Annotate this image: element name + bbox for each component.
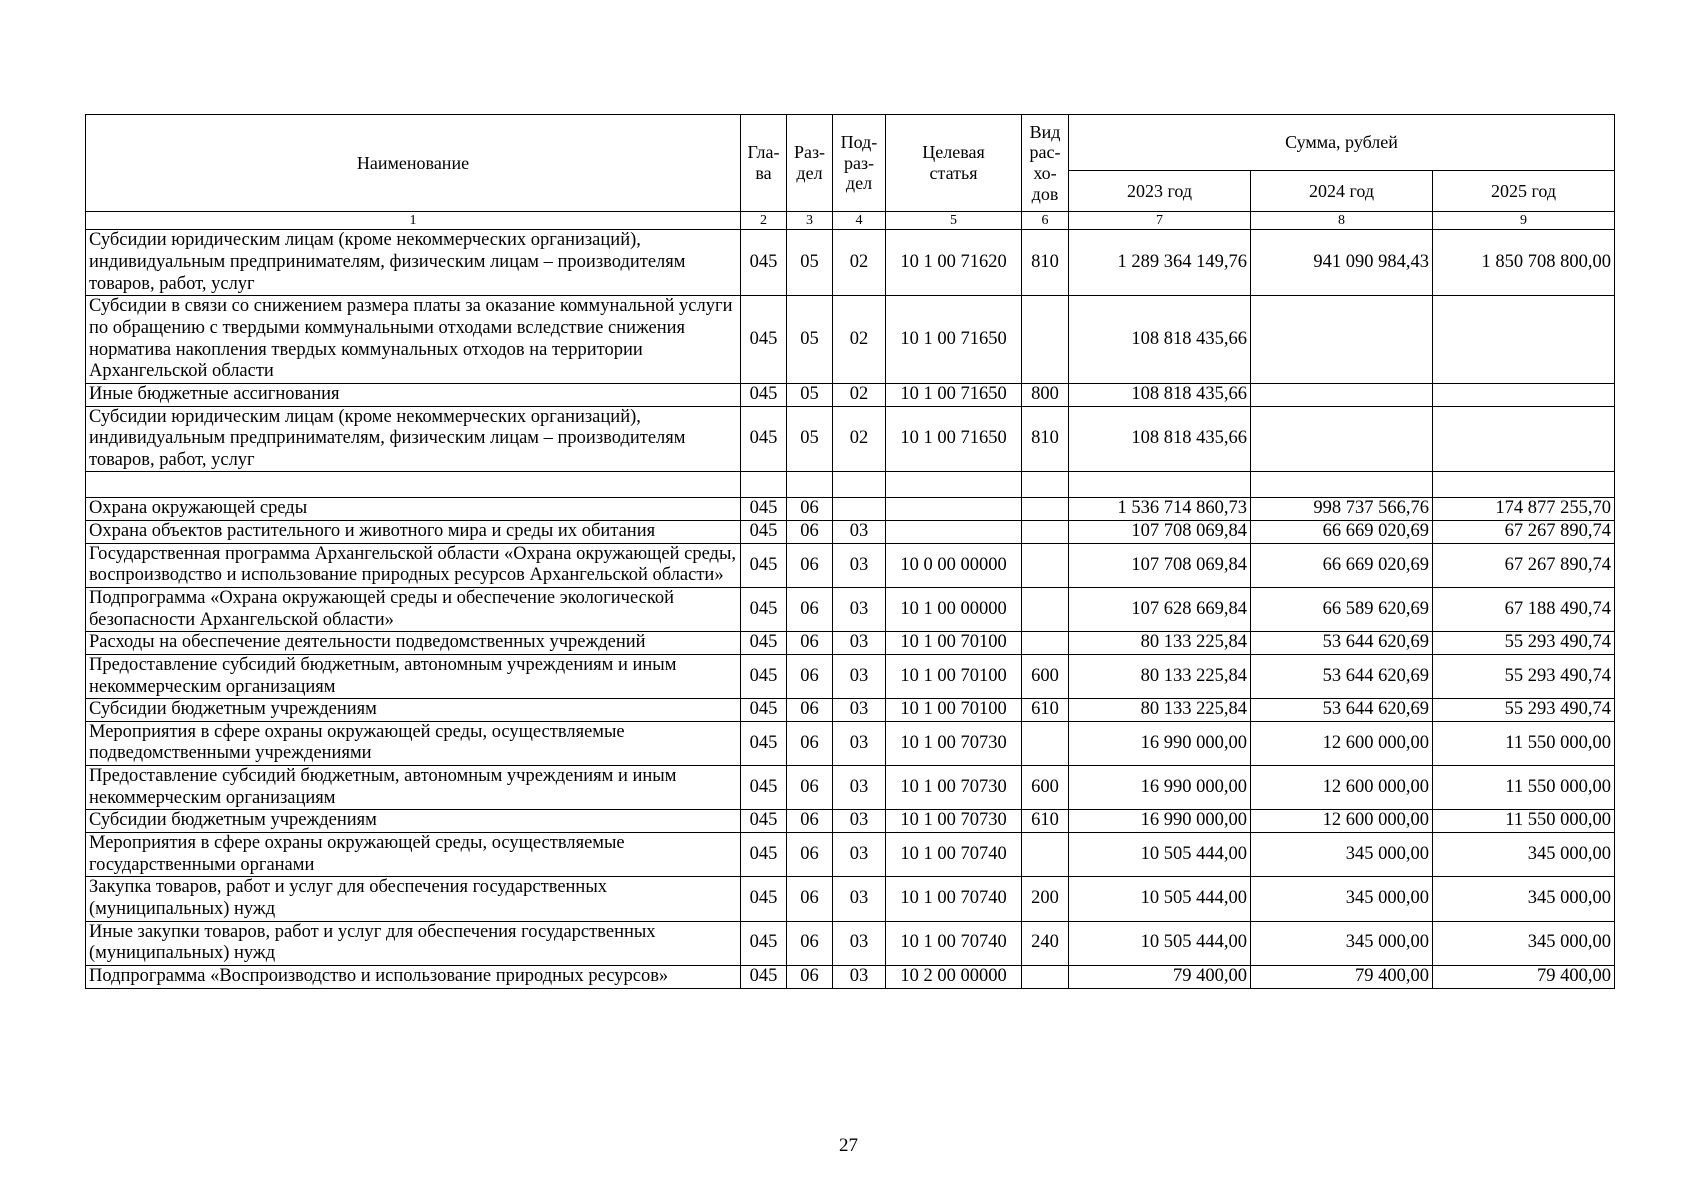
cell-podrazdel: 03 <box>833 833 886 877</box>
cell-article: 10 2 00 00000 <box>886 965 1022 988</box>
column-number-row <box>86 212 1615 230</box>
cell-sum-2025 <box>1433 472 1615 498</box>
cell-glava: 045 <box>741 296 787 384</box>
table-row <box>86 877 1615 921</box>
cell-vid <box>1022 543 1069 587</box>
cell-vid: 240 <box>1022 921 1069 965</box>
cell-razdel: 06 <box>787 721 833 765</box>
column-number: 4 <box>833 212 886 230</box>
column-number: 8 <box>1251 212 1433 230</box>
cell-glava: 045 <box>741 632 787 655</box>
cell-sum-2025: 11 550 000,00 <box>1433 721 1615 765</box>
cell-razdel: 06 <box>787 632 833 655</box>
cell-podrazdel: 03 <box>833 632 886 655</box>
page-number: 27 <box>839 1135 858 1156</box>
cell-sum-2025: 345 000,00 <box>1433 921 1615 965</box>
cell-sum-2023: 16 990 000,00 <box>1069 810 1251 833</box>
cell-podrazdel: 03 <box>833 810 886 833</box>
cell-sum-2023: 80 133 225,84 <box>1069 654 1251 698</box>
cell-sum-2024: 79 400,00 <box>1251 965 1433 988</box>
header-year-2025: 2025 год <box>1433 171 1615 212</box>
cell-razdel <box>787 472 833 498</box>
cell-sum-2025: 174 877 255,70 <box>1433 498 1615 521</box>
cell-article <box>886 521 1022 544</box>
cell-razdel: 06 <box>787 498 833 521</box>
cell-sum-2024: 998 737 566,76 <box>1251 498 1433 521</box>
cell-sum-2025: 55 293 490,74 <box>1433 654 1615 698</box>
header-vid: Вид рас- хо- дов <box>1022 115 1069 212</box>
cell-sum-2024: 66 669 020,69 <box>1251 543 1433 587</box>
cell-podrazdel: 03 <box>833 588 886 632</box>
cell-sum-2024: 12 600 000,00 <box>1251 766 1433 810</box>
cell-article: 10 1 00 70740 <box>886 833 1022 877</box>
cell-sum-2024: 941 090 984,43 <box>1251 230 1433 296</box>
cell-vid: 200 <box>1022 877 1069 921</box>
cell-article: 10 1 00 71620 <box>886 230 1022 296</box>
cell-name: Мероприятия в сфере охраны окружающей среды, осуществляемые подведомственными учреждениями <box>86 721 741 765</box>
cell-razdel: 05 <box>787 383 833 406</box>
cell-sum-2025: 11 550 000,00 <box>1433 810 1615 833</box>
cell-podrazdel: 02 <box>833 230 886 296</box>
cell-glava: 045 <box>741 965 787 988</box>
cell-sum-2023: 16 990 000,00 <box>1069 721 1251 765</box>
cell-sum-2023 <box>1069 472 1251 498</box>
cell-sum-2024: 345 000,00 <box>1251 921 1433 965</box>
cell-glava: 045 <box>741 406 787 472</box>
header-razdel: Раз- дел <box>787 115 833 212</box>
cell-razdel: 05 <box>787 230 833 296</box>
cell-article: 10 1 00 71650 <box>886 383 1022 406</box>
cell-sum-2023: 108 818 435,66 <box>1069 406 1251 472</box>
cell-sum-2023: 16 990 000,00 <box>1069 766 1251 810</box>
cell-sum-2023: 80 133 225,84 <box>1069 699 1251 722</box>
cell-sum-2025: 1 850 708 800,00 <box>1433 230 1615 296</box>
cell-article: 10 1 00 71650 <box>886 406 1022 472</box>
cell-sum-2023: 108 818 435,66 <box>1069 296 1251 384</box>
cell-vid: 610 <box>1022 810 1069 833</box>
cell-vid <box>1022 588 1069 632</box>
cell-sum-2025: 345 000,00 <box>1433 833 1615 877</box>
cell-podrazdel: 03 <box>833 699 886 722</box>
cell-article: 10 1 00 71650 <box>886 296 1022 384</box>
cell-sum-2023: 79 400,00 <box>1069 965 1251 988</box>
cell-article: 10 0 00 00000 <box>886 543 1022 587</box>
cell-podrazdel: 03 <box>833 654 886 698</box>
cell-glava: 045 <box>741 654 787 698</box>
column-number: 6 <box>1022 212 1069 230</box>
cell-article: 10 1 00 70730 <box>886 766 1022 810</box>
table-row <box>86 521 1615 544</box>
cell-vid: 800 <box>1022 383 1069 406</box>
cell-sum-2025: 67 267 890,74 <box>1433 543 1615 587</box>
table-row <box>86 632 1615 655</box>
table-row <box>86 833 1615 877</box>
table-row <box>86 406 1615 472</box>
cell-vid <box>1022 296 1069 384</box>
cell-vid <box>1022 472 1069 498</box>
cell-article <box>886 498 1022 521</box>
cell-name: Предоставление субсидий бюджетным, автономным учреждениям и иным некоммерческим организациям <box>86 766 741 810</box>
cell-name: Мероприятия в сфере охраны окружающей среды, осуществляемые государственными органами <box>86 833 741 877</box>
cell-sum-2025 <box>1433 296 1615 384</box>
column-number: 7 <box>1069 212 1251 230</box>
cell-article: 10 1 00 70100 <box>886 632 1022 655</box>
table-row <box>86 296 1615 384</box>
table-row <box>86 383 1615 406</box>
cell-sum-2024 <box>1251 472 1433 498</box>
cell-sum-2024: 66 669 020,69 <box>1251 521 1433 544</box>
cell-glava: 045 <box>741 699 787 722</box>
cell-vid <box>1022 498 1069 521</box>
table-row <box>86 588 1615 632</box>
cell-podrazdel <box>833 498 886 521</box>
cell-vid: 810 <box>1022 406 1069 472</box>
cell-article: 10 1 00 70100 <box>886 654 1022 698</box>
table-row <box>86 498 1615 521</box>
cell-razdel: 06 <box>787 833 833 877</box>
header-article: Целевая статья <box>886 115 1022 212</box>
cell-sum-2023: 1 289 364 149,76 <box>1069 230 1251 296</box>
table-row <box>86 965 1615 988</box>
cell-glava: 045 <box>741 877 787 921</box>
cell-sum-2024 <box>1251 296 1433 384</box>
cell-sum-2024: 12 600 000,00 <box>1251 810 1433 833</box>
cell-razdel: 06 <box>787 877 833 921</box>
cell-glava: 045 <box>741 383 787 406</box>
cell-name: Охрана объектов растительного и животного мира и среды их обитания <box>86 521 741 544</box>
cell-razdel: 06 <box>787 810 833 833</box>
cell-razdel: 06 <box>787 654 833 698</box>
cell-podrazdel: 02 <box>833 383 886 406</box>
cell-name: Закупка товаров, работ и услуг для обеспечения государственных (муниципальных) нужд <box>86 877 741 921</box>
cell-sum-2025: 67 267 890,74 <box>1433 521 1615 544</box>
cell-sum-2024: 12 600 000,00 <box>1251 721 1433 765</box>
cell-sum-2023: 1 536 714 860,73 <box>1069 498 1251 521</box>
cell-name: Иные бюджетные ассигнования <box>86 383 741 406</box>
cell-glava: 045 <box>741 521 787 544</box>
table-row <box>86 810 1615 833</box>
cell-podrazdel <box>833 472 886 498</box>
cell-podrazdel: 03 <box>833 766 886 810</box>
cell-sum-2024: 345 000,00 <box>1251 877 1433 921</box>
cell-sum-2025 <box>1433 406 1615 472</box>
cell-sum-2023: 108 818 435,66 <box>1069 383 1251 406</box>
cell-sum-2023: 10 505 444,00 <box>1069 833 1251 877</box>
cell-vid: 610 <box>1022 699 1069 722</box>
cell-razdel: 06 <box>787 521 833 544</box>
cell-glava: 045 <box>741 230 787 296</box>
cell-name: Подпрограмма «Воспроизводство и использование природных ресурсов» <box>86 965 741 988</box>
cell-sum-2025: 79 400,00 <box>1433 965 1615 988</box>
cell-sum-2024: 53 644 620,69 <box>1251 632 1433 655</box>
cell-name: Государственная программа Архангельской области «Охрана окружающей среды, воспроизводство и использование природных ресурсов Архангельской области» <box>86 543 741 587</box>
cell-article: 10 1 00 70740 <box>886 877 1022 921</box>
header-podrazdel: Под- раз- дел <box>833 115 886 212</box>
cell-razdel: 06 <box>787 965 833 988</box>
cell-sum-2025: 55 293 490,74 <box>1433 632 1615 655</box>
cell-article: 10 1 00 70740 <box>886 921 1022 965</box>
cell-sum-2025: 55 293 490,74 <box>1433 699 1615 722</box>
cell-razdel: 05 <box>787 406 833 472</box>
table-row <box>86 766 1615 810</box>
cell-name: Предоставление субсидий бюджетным, автономным учреждениям и иным некоммерческим организациям <box>86 654 741 698</box>
cell-name: Подпрограмма «Охрана окружающей среды и обеспечение экологической безопасности Архангельской области» <box>86 588 741 632</box>
cell-sum-2024: 345 000,00 <box>1251 833 1433 877</box>
cell-glava: 045 <box>741 498 787 521</box>
cell-name: Субсидии юридическим лицам (кроме некоммерческих организаций), индивидуальным предпринимателям, физическим лицам – производителям товаров, работ, услуг <box>86 406 741 472</box>
cell-glava <box>741 472 787 498</box>
cell-sum-2024 <box>1251 406 1433 472</box>
cell-vid <box>1022 965 1069 988</box>
cell-vid <box>1022 521 1069 544</box>
cell-glava: 045 <box>741 543 787 587</box>
cell-razdel: 06 <box>787 921 833 965</box>
cell-glava: 045 <box>741 833 787 877</box>
cell-article: 10 1 00 70730 <box>886 810 1022 833</box>
cell-name: Иные закупки товаров, работ и услуг для обеспечения государственных (муниципальных) нужд <box>86 921 741 965</box>
header-year-2023: 2023 год <box>1069 171 1251 212</box>
cell-razdel: 06 <box>787 699 833 722</box>
cell-sum-2024: 53 644 620,69 <box>1251 699 1433 722</box>
header-year-2024: 2024 год <box>1251 171 1433 212</box>
cell-glava: 045 <box>741 588 787 632</box>
cell-sum-2025 <box>1433 383 1615 406</box>
cell-glava: 045 <box>741 810 787 833</box>
cell-sum-2025: 11 550 000,00 <box>1433 766 1615 810</box>
table-row <box>86 654 1615 698</box>
cell-podrazdel: 03 <box>833 543 886 587</box>
cell-sum-2023: 80 133 225,84 <box>1069 632 1251 655</box>
table-row <box>86 921 1615 965</box>
cell-podrazdel: 03 <box>833 877 886 921</box>
cell-sum-2023: 10 505 444,00 <box>1069 921 1251 965</box>
cell-sum-2024: 66 589 620,69 <box>1251 588 1433 632</box>
cell-podrazdel: 02 <box>833 296 886 384</box>
cell-glava: 045 <box>741 721 787 765</box>
table-row <box>86 699 1615 722</box>
cell-razdel: 06 <box>787 543 833 587</box>
cell-podrazdel: 03 <box>833 521 886 544</box>
header-name: Наименование <box>86 115 741 212</box>
header-sum: Сумма, рублей <box>1069 115 1615 171</box>
cell-vid: 600 <box>1022 654 1069 698</box>
column-number: 1 <box>86 212 741 230</box>
table-row <box>86 721 1615 765</box>
cell-glava: 045 <box>741 921 787 965</box>
cell-vid <box>1022 833 1069 877</box>
cell-sum-2023: 107 628 669,84 <box>1069 588 1251 632</box>
cell-sum-2024: 53 644 620,69 <box>1251 654 1433 698</box>
column-number: 3 <box>787 212 833 230</box>
cell-vid: 600 <box>1022 766 1069 810</box>
table-row <box>86 230 1615 296</box>
cell-sum-2024 <box>1251 383 1433 406</box>
cell-podrazdel: 03 <box>833 965 886 988</box>
cell-podrazdel: 03 <box>833 721 886 765</box>
cell-vid <box>1022 632 1069 655</box>
column-number: 5 <box>886 212 1022 230</box>
cell-article: 10 1 00 00000 <box>886 588 1022 632</box>
cell-name: Субсидии юридическим лицам (кроме некоммерческих организаций), индивидуальным предпринимателям, физическим лицам – производителям товаров, работ, услуг <box>86 230 741 296</box>
column-number: 9 <box>1433 212 1615 230</box>
cell-razdel: 06 <box>787 766 833 810</box>
cell-name: Расходы на обеспечение деятельности подведомственных учреждений <box>86 632 741 655</box>
cell-podrazdel: 03 <box>833 921 886 965</box>
cell-vid <box>1022 721 1069 765</box>
table-body <box>86 230 1615 988</box>
cell-article: 10 1 00 70100 <box>886 699 1022 722</box>
header-glava: Гла- ва <box>741 115 787 212</box>
cell-article: 10 1 00 70730 <box>886 721 1022 765</box>
cell-sum-2025: 345 000,00 <box>1433 877 1615 921</box>
budget-table <box>85 114 1615 989</box>
cell-name <box>86 472 741 498</box>
cell-sum-2025: 67 188 490,74 <box>1433 588 1615 632</box>
table-row <box>86 472 1615 498</box>
cell-vid: 810 <box>1022 230 1069 296</box>
cell-name: Охрана окружающей среды <box>86 498 741 521</box>
cell-sum-2023: 107 708 069,84 <box>1069 543 1251 587</box>
cell-razdel: 06 <box>787 588 833 632</box>
cell-sum-2023: 10 505 444,00 <box>1069 877 1251 921</box>
cell-razdel: 05 <box>787 296 833 384</box>
cell-glava: 045 <box>741 766 787 810</box>
cell-name: Субсидии в связи со снижением размера платы за оказание коммунальной услуги по обращению с твердыми коммунальными отходами вследствие снижения норматива накопления твердых коммунальных отходов на территории Архангельской области <box>86 296 741 384</box>
cell-podrazdel: 02 <box>833 406 886 472</box>
cell-name: Субсидии бюджетным учреждениям <box>86 699 741 722</box>
cell-sum-2023: 107 708 069,84 <box>1069 521 1251 544</box>
table-row <box>86 543 1615 587</box>
column-number: 2 <box>741 212 787 230</box>
cell-name: Субсидии бюджетным учреждениям <box>86 810 741 833</box>
cell-article <box>886 472 1022 498</box>
